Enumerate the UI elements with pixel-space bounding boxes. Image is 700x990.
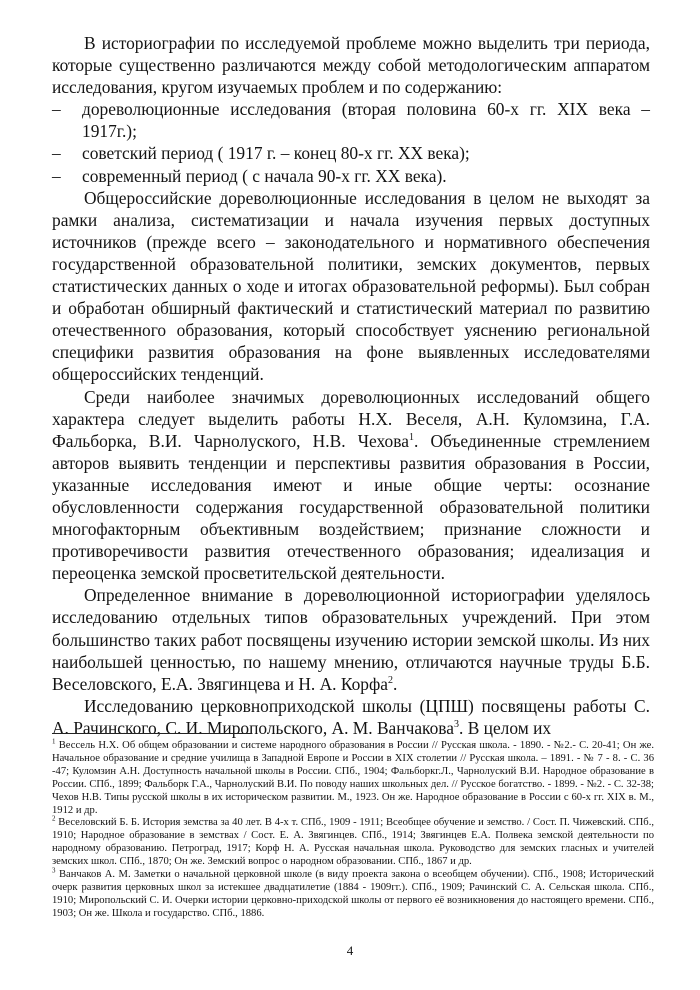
- page-number: 4: [346, 943, 354, 958]
- list-item: – современный период ( с начала 90-х гг. XX века).: [52, 165, 447, 186]
- footnote-1: $^1$ Вессель Н.Х. Об общем образовании и системе народного образования в России // Русская школа. - 1890. - №2.- С. 20-41; Он же. Начальное образование и средние училища в Западной Европе и России в XIX столетии // Русская школа. – 1891. - № 7 - 8. - С. 36 -47; Куломзин А.Н. Доступность начальной школы в России. СПб., 1904; Фальборкг.Л., Чарнолуский В.И. Народное образование в России. СПб., 1899; Фальборк Г.А., Чарнолуский В.И. По поводу наших школьных дел. // Русское богатство. - 1899. - №2. - С. 32-38; Чехов Н.В. Типы русской школы в их историческом развитии. М., 1923. Он же. Народное образование в России с 60-х гг. XIX в. М., 1912 и др.: [52, 737, 654, 816]
- paragraph-general-works: Среди наиболее значимых дореволюционных исследований общего характера следует выделить работы Н.Х. Веселя, А.Н. Куломзина, Г.А. Фальборка, В.И. Чарнолуского, Н.В. Чехова$^1$. Объединенные стремлением авторов выявить тенденции и перспективы развития образования в России, указанные исследования имеют и иные общие черты: осознание обусловленности содержания государственной образовательной политики многофакторным объективным воздействием; признание сложности и противоречивости развития отечественного образования; идеализация и переоценка земской просветительской деятельности.: [52, 386, 650, 584]
- paragraph-parish-schools: Исследованию церковноприходской школы (ЦПШ) посвящены работы С. А. Рачинского, С. И. Миропольского, А. М. Ванчакова$^3$. В целом их: [52, 695, 650, 738]
- footnote-separator: [52, 733, 252, 734]
- main-text: [52, 32, 650, 739]
- footnote-ref-3[interactable]: 3: [454, 719, 460, 731]
- footnote-ref-2[interactable]: 2: [387, 674, 393, 686]
- paragraph-zemstvo-schools: Определенное внимание в дореволюционной историографии уделялось исследованию отдельных типов образовательных учреждений. При этом большинство таких работ посвящены изучению истории земской школы. Из них наибольшей ценностью, по нашему мнению, отличаются научные труды Б.Б. Веселовского, Е.А. Звягинцева и Н. А. Корфа$^2$.: [52, 585, 650, 694]
- paragraph-prerevolutionary: Общероссийские дореволюционные исследования в целом не выходят за рамки анализа, систематизации и начала изучения первых доступных источников (прежде всего – законодательного и нормативного обеспечения государственной образовательной политики, земских документов, первых статистических данных о ходе и итогах образовательной реформы). Был собран и обработан обширный фактический и статистический материал по развитию отечественного образования, который способствует уяснению региональной специфики развития образования на фоне выявленных исследователями общероссийских тенденций.: [52, 187, 650, 385]
- footnotes: [52, 737, 654, 921]
- list-item: – дореволюционные исследования (вторая половина 60-х гг. XIX века – 1917г.);: [52, 99, 650, 142]
- list-item: – советский период ( 1917 г. – конец 80-х гг. XX века);: [52, 143, 470, 164]
- periods-list: [52, 98, 650, 186]
- footnote-3: $^3$ Ванчаков А. М. Заметки о начальной церковной школе (в виду проекта закона о всеобщем обучении). СПб., 1908; Исторический очерк развития церковных школ за истекшее двадцатилетие (1884 - 1909гг.). СПб., 1909; Рачинский С. А. Сельская школа. СПб., 1910; Миропольский С. И. Очерки истории церковно-приходской школы от первого её возникновения до настоящего времени. СПб., 1903; Он же. Школа и государство. СПб., 1886.: [52, 866, 654, 919]
- footnote-ref-1[interactable]: 1: [408, 431, 414, 443]
- paragraph-periods-intro: В историографии по исследуемой проблеме можно выделить три периода, которые существенно различаются между собой методологическим аппаратом исследования, кругом изучаемых проблем и по содержанию:: [52, 33, 650, 98]
- footnote-2: $^2$ Веселовский Б. Б. История земства за 40 лет. В 4-х т. СПб., 1909 - 1911; Всеобщее обучение и земство. / Сост. П. Чижевский. СПб., 1910; Народное образование в земствах / Сост. Е. А. Звягинцев. СПб., 1914; Звягинцев Е.А. Полвека земской деятельности по народному образованию. Петроград, 1917; Корф Н. А. Русская начальная школа. Руководство для земских гласных и учителей земских школ. СПб., 1870; Он же. Земский вопрос о народном образовании. СПб., 1867 и др.: [52, 814, 654, 868]
